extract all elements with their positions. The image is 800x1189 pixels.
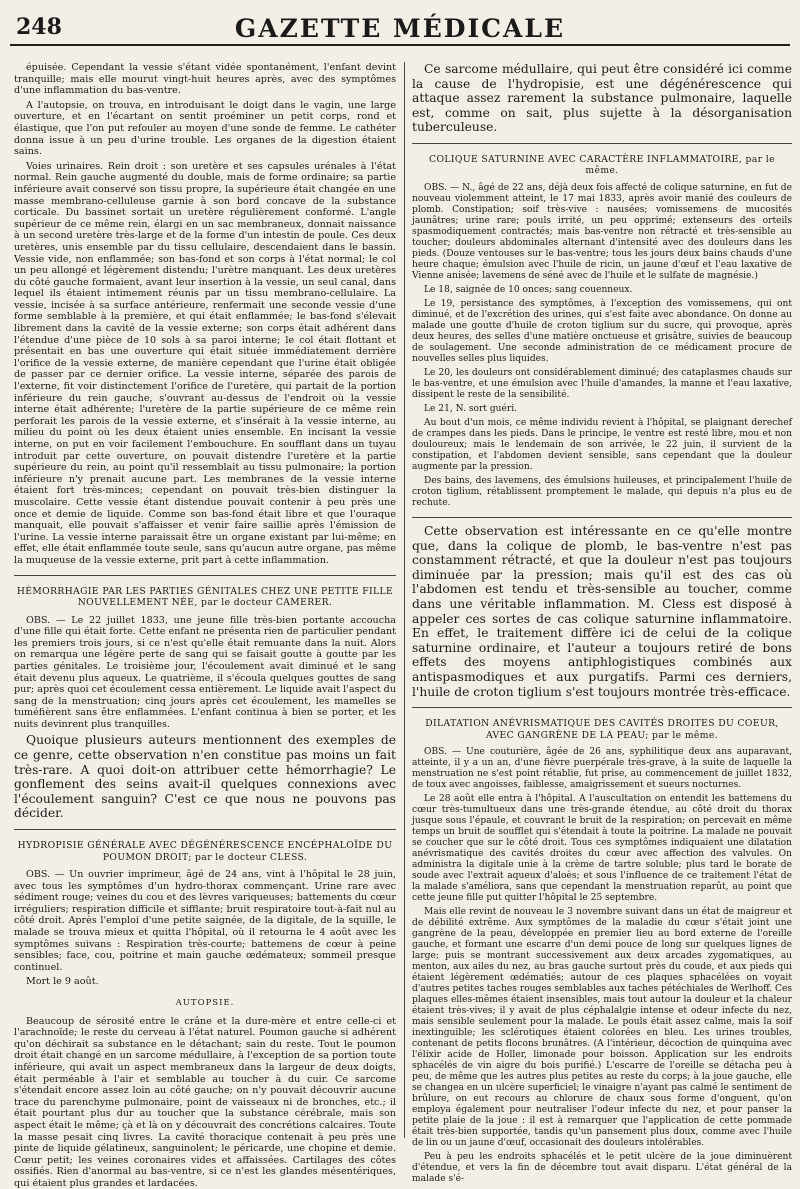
paragraph: Des bains, des lavemens, des émulsions huileuses, et principalement l'huile de croton tiglium, rétablissent promptement le malade, qui depuis n'a plus eu de rechute. <box>412 475 792 508</box>
commentary-paragraph: Ce sarcome médullaire, qui peut être considéré ici comme la cause de l'hydropisie, est une dégénérescence qui attaque assez rarement la substance pulmonaire, laquelle est, comme on sait, plus sujette à la désorganisation tuberculeuse. <box>412 62 792 135</box>
paragraph: OBS. — Une couturière, âgée de 26 ans, syphilitique deux ans auparavant, atteinte, il y a un an, d'une fièvre puerpérale très-grave, à la suite de laquelle la menstruation ne s'est point rétablie, fut prise, au commencement de juillet 1832, de toux avec angoisses, faiblesse, amaigrissement et sueurs nocturnes. <box>412 747 792 791</box>
section-divider <box>412 517 792 518</box>
section-heading: DILATATION ANÉVRISMATIQUE DES CAVITÉS DROITES DU COEUR, AVEC GANGRÈNE DE LA PEAU; par le même. <box>425 718 779 741</box>
paragraph: épuisée. Cependant la vessie s'étant vidée spontanément, l'enfant devint tranquille; mais elle mourut vingt-huit heures après, avec des symptômes d'une inflammation du bas-ventre. <box>14 62 396 97</box>
page-header <box>10 14 790 46</box>
paragraph: Le 28 août elle entra à l'hôpital. A l'auscultation on entendit les battemens du cœur très-tumultueux dans une très-grande étendue, au côté droit du thorax jusque sous l'épaule, et couvrant le bruit de la respiration; on percevait en même temps un bruit de soufflet qui s'étendait à toute la poitrine. La malade ne pouvait se coucher que sur le côté droit. Tous ces symptômes indiquaient une dilatation anévrismatique des cavités droites du cœur avec affection des valvules. On administra la digitale unie à la crème de tartre soluble; plus tard le borate de soude avec l'extrait aqueux d'aloès; et sous l'influence de ce traitement l'état de la malade s'améliora, sans que cependant la menstruation reparût, au point que cette jeune fille put quitter l'hôpital le 25 septembre. <box>412 794 792 904</box>
paragraph: Le 21, N. sort guéri. <box>424 403 518 414</box>
paragraph: Peu à peu les endroits sphacélés et le petit ulcère de la joue diminuèrent d'étendue, et vers la fin de décembre tout avait disparu. L'état général de la malade s'é- <box>412 1152 792 1185</box>
section-divider <box>412 143 792 144</box>
section-divider <box>412 707 792 708</box>
paragraph: Voies urinaires. Rein droit : son uretère et ses capsules urénales à l'état normal. Rein gauche augmenté du double, mais de forme ordinaire; sa partie inférieure avait conservé son tissu propre, la supérieure était changée en une masse membrano-celluleuse garnie à son bord concave de la substance corticale. Du bassinet sortait un uretère régulièrement conformé. L'angle supérieur de ce même rein, élargi en un sac membraneux, donnait naissance à un second uretère très-large et de la forme d'un intestin de poule. Ces deux uretères, unis ensemble par du tissu cellulaire, descendaient dans le bassin. Vessie vide, non enflammée; son bas-fond et son corps à l'état normal; le col un peu allongé et légèrement distendu; l'urètre manquant. Les deux uretères du côté gauche formaient, avant leur insertion à la vessie, un seul canal, dans lequel ils étaient intimement réunis par un tissu membrano-cellulaire. La vessie, incisée à sa surface antérieure, renfermait une seconde vessie d'une forme semblable à la première, et qui était enflammée; le bas-fond s'élevait librement dans la cavité de la vessie externe; son corps était adhérent dans l'étendue d'une pièce de 10 sols à sa paroi interne; le col était flottant et présentait en bas une ouverture qui était située immédiatement derrière l'orifice de la vessie externe, de manière cependant que l'urine était obligée de passer par ce dernier orifice. La vessie interne, séparée des parois de l'externe, fit voir distinctement l'orifice de l'uretère, qui partait de la portion inférieure du rein gauche, s'ouvrant au-dessus de l'endroit où la vessie interne était adhérente; l'uretère de la partie supérieure de ce même rein perforait les parois de la vessie externe, et s'insérait à la vessie interne, au milieu du point où les deux étaient unies ensemble. En incisant la vessie interne, on put en voir facilement l'embouchure. En soufflant dans un tuyau introduit par cette ouverture, on pouvait distendre l'uretère et la partie supérieure du rein, au point qu'il ressemblait au tissu pulmonaire; la portion inférieure n'y prenait aucune part. Les membranes de la vessie interne étaient fort très-minces; cependant on pouvait très-bien distinguer la muscolaire. Cette vessie étant distendue pouvait contenir à peu près une once et demie de liquide. Comme son bas-fond était libre et que l'ouraque manquait, elle pouvait s'affaisser et venir faire saillie après l'émission de l'urine. La vessie interne paraissait être un organe existant par lui-même; en effet, elle était enflammée toute seule, sans qu'aucun autre organe, pas même la muqueuse de la vessie externe, prit part à cette inflammation. <box>14 160 396 566</box>
paragraph: Le 20, les douleurs ont considérablement diminué; des cataplasmes chauds sur le bas-ventre, et une émulsion avec l'huile d'amandes, la manne et l'eau laxative, dissipent le reste de la sensibilité. <box>412 367 792 400</box>
section-heading: COLIQUE SATURNINE AVEC CARACTÈRE INFLAMMATOIRE, par le même. <box>429 153 775 177</box>
paragraph: OBS. — N., âgé de 22 ans, déjà deux fois affecté de colique saturnine, en fut de nouveau violemment atteint, le 17 mai 1833, après avoir manié des couleurs de plomb. Constipation; soif très-vive : nausées; vomissemens de mucosités jaunâtres; urine rare; pouls irrité, un peu opprimé; extenseurs des orteils spasmodiquement contractés; mais bas-ventre non rétracté et très-sensible au toucher; douleurs abdominales alternant d'intensité avec des douleurs dans les pieds. (Douze ventouses sur le bas-ventre; tous les jours deux bains chauds d'une heure chaque; émulsion avec l'huile de ricin, un jaune d'œuf et l'eau laxative de Vienne anisée; lavemens de séné avec de l'huile et le sulfate de magnésie.) <box>412 182 792 281</box>
paragraph: A l'autopsie, on trouva, en introduisant le doigt dans le vagin, une large ouverture, et en l'écartant on sentit proéminer un petit corps, rond et élastique, que l'on put refouler au moyen d'une sonde de femme. Le cathéter donna issue à un peu d'urine trouble. Les organes de la digestion étaient sains. <box>14 99 396 158</box>
paragraph: Au bout d'un mois, ce même individu revient à l'hôpital, se plaignant derechef de crampes dans les pieds. Dans le principe, le ventre est resté libre, mou et non douloureux; mais le lendemain de son arrivée, le 22 juin, il survient de la constipation, et l'abdomen devient sensible, sans cependant que la douleur augmente par la pression. <box>412 417 792 472</box>
commentary-paragraph: Cette observation est intéressante en ce qu'elle montre que, dans la colique de plomb, le bas-ventre n'est pas constamment rétracté, et que la douleur n'est pas toujours diminuée par la pression; mais qu'il est des cas où l'abdomen est tendu et très-sensible au toucher, comme dans une véritable inflammation. M. Cless est disposé à appeler ces sortes de cas colique saturnine inflammatoire. En effet, le traitement diffère ici de celui de la colique saturnine ordinaire, et l'auteur a toujours retiré de bons effets des moyens antiphlogistiques combinés aux antispasmodiques et aux purgatifs. Parmi ces derniers, l'huile de croton tiglium s'est toujours montrée très-efficace. <box>412 523 792 699</box>
left-column <box>14 62 396 1189</box>
paragraph: Le 19, persistance des symptômes, à l'exception des vomissemens, qui ont diminué, et de l'excrétion des urines, qui s'est faite avec abondance. On donne au malade une goutte d'huile de croton tiglium sur du sucre, qui provoque, après deux heures, des selles d'une matière onctueuse et grisâtre, suivies de beaucoup de soulagement. Une seconde administration de ce médicament procure de nouvelles selles plus liquides. <box>412 298 792 364</box>
section-divider <box>14 829 396 830</box>
paragraph: OBS. — Le 22 juillet 1833, une jeune fille très-bien portante accoucha d'une fille qui était forte. Cette enfant ne présenta rien de particulier pendant les premiers trois jours, si ce n'est qu'elle était remuante dans la nuit. Alors on remarqua une légère perte de sang qui se faisait goutte à goutte par les parties génitales. Le troisième jour, l'écoulement avait diminué et le sang était devenu plus aqueux. Le quatrième, il s'écoula quelques gouttes de sang pur; après quoi cet écoulement cessa entièrement. Le liquide avait l'aspect du sang de la menstruation; cinq jours après cet écoulement, les mamelles se tuméfièrent sans être enflammées. L'enfant continua à bien se porter, et les nuits devinrent plus tranquilles. <box>14 614 396 730</box>
page-number: 248 <box>16 14 62 40</box>
paragraph: Mort le 9 août. <box>26 976 99 988</box>
right-column <box>412 62 793 1185</box>
paragraph: Le 18, saignée de 10 onces; sang couenneux. <box>424 284 633 295</box>
column-rule <box>404 62 405 1138</box>
journal-title: GAZETTE MÉDICALE <box>234 14 566 43</box>
paragraph: Beaucoup de sérosité entre le crâne et la dure-mère et entre celle-ci et l'arachnoïde; le reste du cerveau à l'état naturel. Poumon gauche si adhérent qu'on déchirait sa substance en le détachant; sain du reste. Tout le poumon droit était changé en un sarcome médullaire, à l'exception de sa portion toute inférieure, qui avait un aspect membraneux dans la largeur de deux doigts, était perméable à l'air et semblable au toucher à du cuir. Ce sarcome s'étendait encore assez loin au côté gauche; on n'y pouvait découvrir aucune trace du parenchyme pulmonaire, point de vaisseaux ni de bronches, etc.; il était pourtant plus dur au toucher que la substance cérébrale, mais son aspect était le même; çà et là on y découvrait des concrétions calcaires. Toute la masse pesait cinq livres. La cavité thoracique contenait à peu près une pinte de liquide gélatineux, sanguinolent; le péricarde, une chopine et demie. Cœur petit; les veines coronaires vides et affaissées. Cartilages des côtes ossifiés. Rien d'anormal au bas-ventre, si ce n'est les glandes mésentériques, qui étaient plus grandes et lardacées. <box>14 1015 396 1189</box>
section-divider <box>14 575 396 576</box>
paragraph: OBS. — Un ouvrier imprimeur, âgé de 24 ans, vint à l'hôpital le 28 juin, avec tous les symptômes d'un hydro-thorax commençant. Urine rare avec sédiment rouge; veines du cou et des lèvres variqueuses; battements du cœur irréguliers; respiration difficile et sifflante; bruit respiratoire tout-à-fait nul au côté droit. Après l'emploi d'une petite saignée, de la digitale, de la squille, le malade se trouva mieux et quitta l'hôpital, où il retourna le 4 août avec les symptômes suivans : Respiration très-courte; battemens de cœur à peine sensibles; face, cou, poitrine et main gauche œdémateux; sommeil presque continuel. <box>14 869 396 973</box>
commentary-paragraph: Quoique plusieurs auteurs mentionnent des exemples de ce genre, cette observation n'en constitue pas moins un fait très-rare. A quoi doit-on attribuer cette hémorrhagie? Le gonflement des seins avait-il quelques connexions avec l'écoulement sanguin? C'est ce que nous ne pouvons pas décider. <box>14 733 396 821</box>
section-heading: HYDROPISIE GÉNÉRALE AVEC DÉGÉNÉRESCENCE ENCÉPHALOÏDE DU POUMON DROIT; par le docteur CLESS. <box>17 840 393 863</box>
paragraph: Mais elle revint de nouveau le 3 novembre suivant dans un état de maigreur et de débilité extrême. Aux symptômes de la maladie du cœur s'était joint une gangrène de la peau, développée en premier lieu au bord externe de l'oreille gauche, et formant une escarre d'un demi pouce de long sur quelques lignes de large; puis se montrant successivement aux deux arcades zygomatiques, au menton, aux ailes du nez, au bras gauche surtout près du coude, et aux pieds qui étaient légèrement œdématiés; autour de ces plaques sphacélées on voyait d'autres petites taches rouges semblables aux taches pétéchiales de Werlhoff. Ces plaques elles-mêmes étaient insensibles, mais tout autour la douleur et la chaleur étaient très-vives; il y avait de plus céphalalgie intense et odeur infecte du nez, mais sensible seulement pour la malade. Le pouls était assez calme, mais la soif inextinguible; les sclérotiques étaient colorées en bleu. Les urines troubles, contenant de petits flocons brunâtres. (A l'intérieur, décoction de quinquina avec l'élixir acide de Holler, limonade pour boisson. Application sur les endroits sphacélés de vin aigre du bois purifié.) L'escarre de l'oreille se détacha peu à peu, de même que les autres plus petites au reste du corps; à la joue gauche, elle se changea en un ulcère superficiel; le vinaigre n'ayant pas calmé le sentiment de brûlure, on eut recours au chlorure de chaux sous forme d'onguent, qu'on employa également pour neutraliser l'odeur infecte du nez, et pour panser la petite plaie de la joue : il est à remarquer que l'application de cette pommade était très-bien supportée, tandis qu'un pansement plus doux, comme avec l'huile de lin ou un jaune d'œuf, occasionait des douleurs intolérables. <box>412 907 793 1149</box>
subheading: AUTOPSIE. <box>175 997 235 1008</box>
section-heading: HÉMORRHAGIE PAR LES PARTIES GÉNITALES CHEZ UNE PETITE FILLE NOUVELLEMENT NÉE, par le docteur CAMERER. <box>16 585 394 609</box>
